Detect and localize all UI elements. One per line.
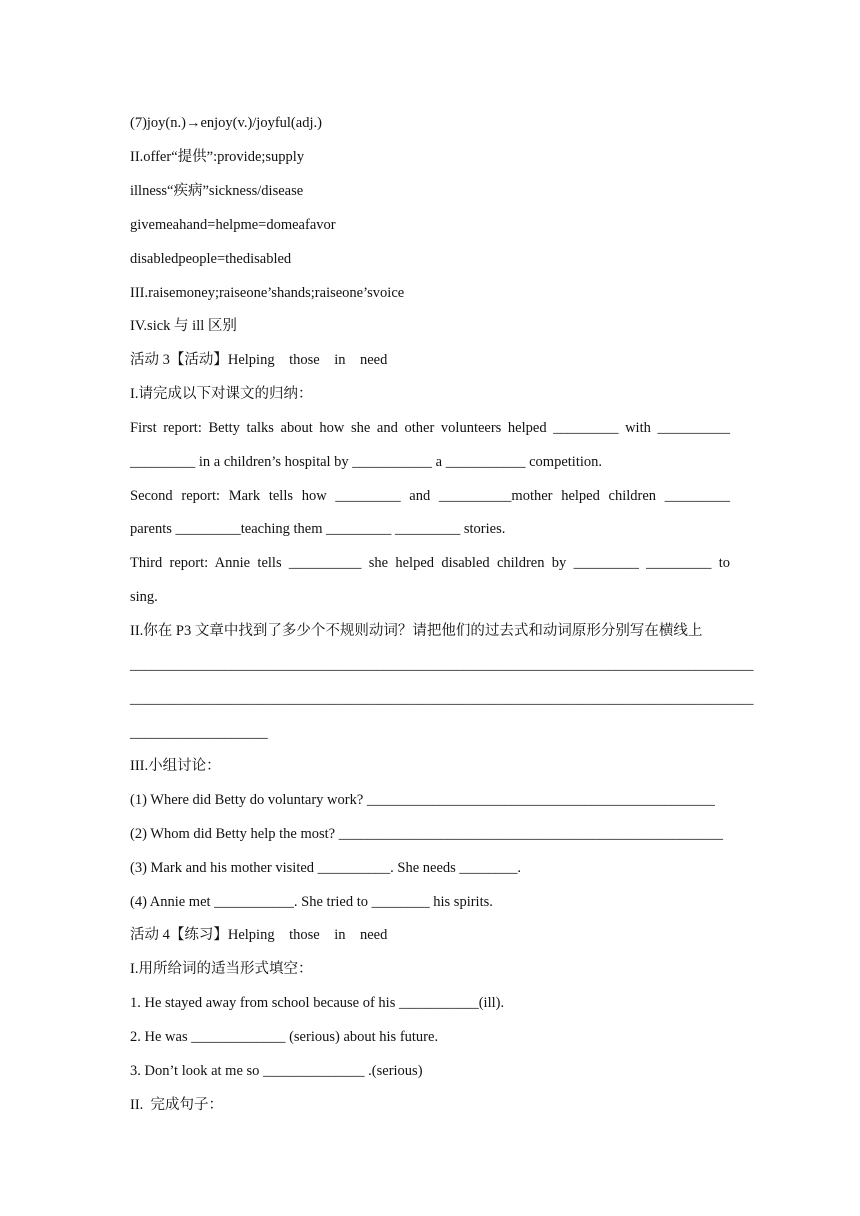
text-line: Third report: Annie tells __________ she helped disabled children by _________ _________ to <box>130 555 730 571</box>
text-line: (4) Annie met ___________. She tried to ________ his spirits. <box>130 894 493 910</box>
text-line: 1. He stayed away from school because of his ___________(ill). <box>130 995 505 1011</box>
text-line: ___________________ <box>130 725 268 741</box>
text-line: III.raisemoney;raiseone’shands;raiseone’svoice <box>130 285 405 301</box>
text-line: (3) Mark and his mother visited __________. She needs ________. <box>130 860 522 876</box>
text-line: sing. <box>130 589 158 605</box>
text-line: ______________________________________________________________________________________ <box>130 691 754 707</box>
text-line: (1) Where did Betty do voluntary work? ________________________________________________ <box>130 792 715 808</box>
text-line: _________ in a children’s hospital by ___________ a ___________ competition. <box>130 454 603 470</box>
text-line: IV.sick 与 ill 区别 <box>130 318 237 334</box>
text-line: Second report: Mark tells how _________ and __________mother helped children _________ <box>130 488 730 504</box>
text-line: III.小组讨论： <box>130 758 221 774</box>
text-line: parents _________teaching them _________ _________ stories. <box>130 521 506 537</box>
text-line: First report: Betty talks about how she and other volunteers helped _________ with __________ <box>130 420 730 436</box>
text-line: 活动 4【练习】Helping those in need <box>130 927 388 943</box>
text-line: I.用所给词的适当形式填空： <box>130 961 313 977</box>
text-line: II.offer“提供”:provide;supply <box>130 149 305 165</box>
text-line: givemeahand=helpme=domeafavor <box>130 217 336 233</box>
text-line: 2. He was _____________ (serious) about his future. <box>130 1029 439 1045</box>
text-line: I.请完成以下对课文的归纳： <box>130 386 313 402</box>
text-line: illness“疾病”sickness/disease <box>130 183 304 199</box>
text-line: 活动 3【活动】Helping those in need <box>130 352 388 368</box>
text-line: ______________________________________________________________________________________ <box>130 657 754 673</box>
text-line: II. 完成句子： <box>130 1097 224 1113</box>
text-line: disabledpeople=thedisabled <box>130 251 292 267</box>
text-line: (7)joy(n.)→enjoy(v.)/joyful(adj.) <box>130 115 322 131</box>
text-line: II.你在 P3 文章中找到了多少个不规则动词？请把他们的过去式和动词原形分别写在横线上 <box>130 623 703 639</box>
text-line: 3. Don’t look at me so ______________ .(serious) <box>130 1063 423 1079</box>
text-line: (2) Whom did Betty help the most? _____________________________________________________ <box>130 826 723 842</box>
